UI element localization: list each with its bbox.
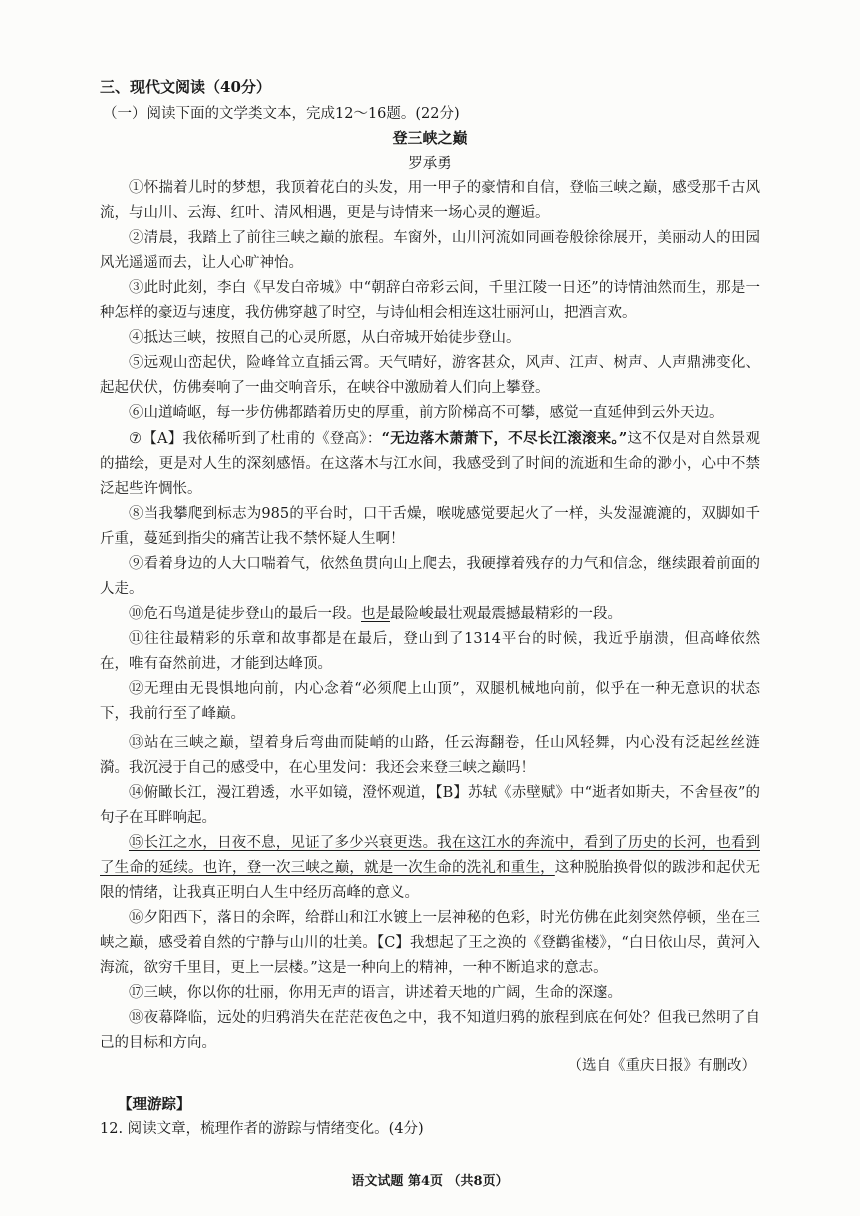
paragraph-2: ②清晨，我踏上了前往三峡之巅的旅程。车窗外，山川河流如同画卷般徐徐展开，美丽动人的田园风光遥遥而去，让人心旷神怡。 [100, 230, 760, 271]
paragraph-7 [100, 426, 760, 502]
paragraph-10-lead: ⑩危石鸟道是徒步登山的最后一段。 [129, 606, 361, 622]
paragraph-10-rest: 最险峻最壮观最震撼最精彩的一段。 [390, 606, 622, 622]
subsection-instruction: （一）阅读下面的文学类文本，完成12～16题。(22分) [103, 106, 460, 122]
paragraph-7-lead: ⑦【A】我依稀听到了杜甫的《登高》： [129, 431, 382, 447]
paragraph-5: ⑤远观山峦起伏，险峰耸立直插云霄。天气晴好，游客甚众，风声、江声、树声、人声鼎沸变化、起起伏伏，仿佛奏响了一曲交响音乐，在峡谷中激励着人们向上攀登。 [100, 355, 760, 396]
paragraph-11: ⑪往往最精彩的乐章和故事都是在最后，登山到了1314平台的时候，我近乎崩溃，但高峰依然在，唯有奋然前进，才能到达峰顶。 [100, 631, 760, 672]
paragraph-12: ⑫无理由无畏惧地向前，内心念着“必须爬上山顶”，双腿机械地向前，似乎在一种无意识的状态下，我前行至了峰巅。 [100, 681, 760, 722]
paragraph-9: ⑨看着身边的人大口喘着气，依然鱼贯向山上爬去，我硬撑着残存的力气和信念，继续跟着前面的人走。 [100, 556, 760, 597]
section-tag: 【理游踪】 [118, 1096, 191, 1113]
paragraph-15-underlined: ⑮长江之水，日夜不息，见证了多少兴衰更迭。我在这江水的奔流中，看到了历史的长河，也看到了生命的延续。也许，登一次三峡之巅，就是一次生命的洗礼和重生， [100, 835, 760, 876]
article-body [100, 176, 760, 1056]
paragraph-14: ⑭俯瞰长江，漫江碧透，水平如镜，澄怀观道，【B】苏轼《赤壁赋》中“逝者如斯夫，不舍昼夜”的句子在耳畔响起。 [100, 785, 760, 826]
paragraph-1: ①怀揣着儿时的梦想，我顶着花白的头发，用一甲子的豪情和自信，登临三峡之巅，感受那千古风流，与山川、云海、红叶、清风相遇，更是与诗情来一场心灵的邂逅。 [100, 180, 760, 221]
paragraph-4: ④抵达三峡，按照自己的心灵所愿，从白帝城开始徒步登山。 [129, 330, 521, 346]
paragraph-16: ⑯夕阳西下，落日的余晖，给群山和江水镀上一层神秘的色彩，时光仿佛在此刻突然停顿，坐在三峡之巅，感受着自然的宁静与山川的壮美。【C】我想起了王之涣的《登鹳雀楼》，“白日依山尽，黄河入海流，欲穷千里目，更上一层楼。”这是一种向上的精神，一种不断追求的意志。 [100, 910, 760, 976]
question-12: 12. 阅读文章，梳理作者的游踪与情绪变化。(4分) [100, 1121, 424, 1137]
paragraph-10-underlined: 也是 [361, 606, 390, 622]
paragraph-7-rest: 这不仅是对自然景观的描绘，更是对人生的深刻感悟。在这落木与江水间，我感受到了时间的流逝和生命的渺小，心中不禁泛起些许惆怅。 [100, 431, 760, 497]
paragraph-17: ⑰三峡，你以你的壮丽，你用无声的语言，讲述着天地的广阔，生命的深邃。 [129, 985, 622, 1001]
paragraph-6: ⑥山道崎岖，每一步仿佛都踏着历史的厚重，前方阶梯高不可攀，感觉一直延伸到云外天边。 [129, 405, 724, 421]
paragraph-15-rest: 这种脱胎换骨似的跋涉和起伏无限的情绪，让我真正明白人生中经历高峰的意义。 [100, 860, 760, 901]
paragraph-10 [100, 602, 760, 627]
paragraph-15 [100, 831, 760, 906]
article-author: 罗承勇 [408, 156, 452, 172]
paragraph-18: ⑱夜幕降临，远处的归鸦消失在茫茫夜色之中，我不知道归鸦的旅程到底在何处？但我已然明了自己的目标和方向。 [100, 1010, 760, 1051]
paragraph-7-quote: “无边落木萧萧下，不尽长江滚滚来。” [381, 430, 628, 447]
paragraph-8: ⑧当我攀爬到标志为985的平台时，口干舌燥，喉咙感觉要起火了一样，头发湿漉漉的，双脚如千斤重，蔓延到指尖的痛苦让我不禁怀疑人生啊！ [100, 506, 760, 547]
paragraph-3: ③此时此刻，李白《早发白帝城》中“朝辞白帝彩云间，千里江陵一日还”的诗情油然而生，那是一种怎样的豪迈与速度，我仿佛穿越了时空，与诗仙相会相连这壮丽河山，把酒言欢。 [100, 280, 760, 321]
paragraph-13: ⑬站在三峡之巅，望着身后弯曲而陡峭的山路，任云海翻卷，任山风轻舞，内心没有泛起丝丝涟漪。我沉浸于自己的感受中，在心里发问：我还会来登三峡之巅吗！ [100, 735, 760, 776]
article-source: （选自《重庆日报》有删改） [567, 1058, 756, 1074]
article-title: 登三峡之巅 [392, 129, 468, 147]
page-footer: 语文试题 第4页 （共8页） [351, 1174, 509, 1189]
section-title: 三、现代文阅读（40分） [100, 78, 271, 96]
